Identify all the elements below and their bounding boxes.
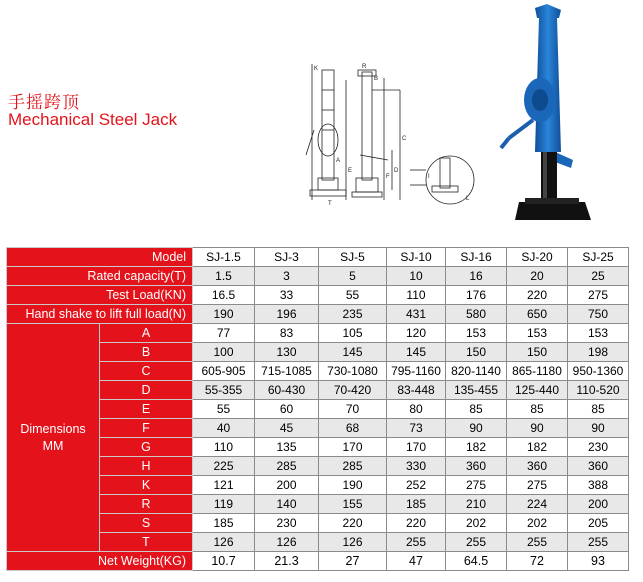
- value-cell: 865-1180: [507, 362, 568, 381]
- product-title-chinese: 手摇跨顶: [8, 93, 80, 112]
- value-cell: 135-455: [446, 381, 507, 400]
- dimension-letter: E: [100, 400, 193, 419]
- value-cell: 90: [446, 419, 507, 438]
- value-cell: 220: [507, 286, 568, 305]
- value-cell: 125-440: [507, 381, 568, 400]
- dimensions-label-line: Dimensions: [20, 421, 86, 436]
- value-cell: 650: [507, 305, 568, 324]
- value-cell: 10: [387, 267, 446, 286]
- value-cell: 185: [387, 495, 446, 514]
- value-cell: 3: [255, 267, 319, 286]
- value-cell: 70-420: [319, 381, 387, 400]
- value-cell: 130: [255, 343, 319, 362]
- dimension-letter: B: [100, 343, 193, 362]
- value-cell: 202: [446, 514, 507, 533]
- value-cell: 83: [255, 324, 319, 343]
- value-cell: 21.3: [255, 552, 319, 571]
- value-cell: 580: [446, 305, 507, 324]
- value-cell: 85: [507, 400, 568, 419]
- value-cell: 126: [193, 533, 255, 552]
- table-row: [7, 419, 629, 438]
- value-cell: 72: [507, 552, 568, 571]
- value-cell: 70: [319, 400, 387, 419]
- value-cell: 121: [193, 476, 255, 495]
- row-label: Rated capacity(T): [7, 267, 193, 286]
- value-cell: 750: [568, 305, 629, 324]
- drawing-label: F: [386, 174, 390, 180]
- value-cell: 93: [568, 552, 629, 571]
- value-cell: 224: [507, 495, 568, 514]
- value-cell: 119: [193, 495, 255, 514]
- table-row: [7, 495, 629, 514]
- value-cell: 126: [255, 533, 319, 552]
- value-cell: 182: [507, 438, 568, 457]
- value-cell: 205: [568, 514, 629, 533]
- table-row: [7, 438, 629, 457]
- value-cell: 210: [446, 495, 507, 514]
- value-cell: 1.5: [193, 267, 255, 286]
- table-row: [7, 533, 629, 552]
- value-cell: 200: [568, 495, 629, 514]
- table-row: [7, 343, 629, 362]
- dimension-letter: G: [100, 438, 193, 457]
- table-row: [7, 476, 629, 495]
- table-row: [7, 324, 629, 343]
- value-cell: 285: [319, 457, 387, 476]
- value-cell: 275: [446, 476, 507, 495]
- drawing-label: C: [402, 136, 407, 142]
- value-cell: 110: [387, 286, 446, 305]
- dimension-drawing: [300, 60, 485, 210]
- product-title-english: Mechanical Steel Jack: [8, 110, 178, 129]
- value-cell: 730-1080: [319, 362, 387, 381]
- value-cell: 90: [507, 419, 568, 438]
- value-cell: 196: [255, 305, 319, 324]
- value-cell: 715-1085: [255, 362, 319, 381]
- value-cell: 182: [446, 438, 507, 457]
- table-row: [7, 305, 629, 324]
- value-cell: 200: [255, 476, 319, 495]
- dimension-letter: C: [100, 362, 193, 381]
- drawing-label: K: [314, 66, 319, 72]
- value-cell: 110-520: [568, 381, 629, 400]
- value-cell: 950-1360: [568, 362, 629, 381]
- value-cell: 220: [319, 514, 387, 533]
- value-cell: 90: [568, 419, 629, 438]
- value-cell: 275: [568, 286, 629, 305]
- value-cell: 64.5: [446, 552, 507, 571]
- model-cell: SJ-16: [446, 248, 507, 267]
- drawing-label: A: [336, 158, 341, 164]
- value-cell: 820-1140: [446, 362, 507, 381]
- dimension-letter: A: [100, 324, 193, 343]
- drawing-label: B: [374, 76, 379, 82]
- value-cell: 230: [568, 438, 629, 457]
- specification-table: [6, 247, 629, 571]
- value-cell: 60-430: [255, 381, 319, 400]
- value-cell: 275: [507, 476, 568, 495]
- table-row: [7, 267, 629, 286]
- value-cell: 55: [319, 286, 387, 305]
- value-cell: 255: [446, 533, 507, 552]
- value-cell: 153: [507, 324, 568, 343]
- value-cell: 120: [387, 324, 446, 343]
- value-cell: 135: [255, 438, 319, 457]
- value-cell: 68: [319, 419, 387, 438]
- value-cell: 360: [446, 457, 507, 476]
- value-cell: 80: [387, 400, 446, 419]
- value-cell: 33: [255, 286, 319, 305]
- dimension-letter: F: [100, 419, 193, 438]
- dimension-letter: S: [100, 514, 193, 533]
- value-cell: 153: [446, 324, 507, 343]
- value-cell: 185: [193, 514, 255, 533]
- value-cell: 170: [319, 438, 387, 457]
- model-header: Model: [7, 248, 193, 267]
- value-cell: 25: [568, 267, 629, 286]
- drawing-label: T: [328, 201, 332, 207]
- value-cell: 176: [446, 286, 507, 305]
- model-cell: SJ-20: [507, 248, 568, 267]
- value-cell: 795-1160: [387, 362, 446, 381]
- dimension-letter: D: [100, 381, 193, 400]
- steel-jack-photo: [495, 2, 605, 227]
- value-cell: 40: [193, 419, 255, 438]
- value-cell: 155: [319, 495, 387, 514]
- value-cell: 225: [193, 457, 255, 476]
- value-cell: 153: [568, 324, 629, 343]
- value-cell: 190: [193, 305, 255, 324]
- value-cell: 150: [446, 343, 507, 362]
- value-cell: 55-355: [193, 381, 255, 400]
- row-label: Test Load(KN): [7, 286, 193, 305]
- value-cell: 255: [507, 533, 568, 552]
- value-cell: 85: [446, 400, 507, 419]
- model-cell: SJ-10: [387, 248, 446, 267]
- drawing-label: L: [466, 196, 470, 202]
- value-cell: 360: [568, 457, 629, 476]
- table-row: [7, 457, 629, 476]
- value-cell: 255: [568, 533, 629, 552]
- value-cell: 73: [387, 419, 446, 438]
- value-cell: 255: [387, 533, 446, 552]
- dimension-letter: H: [100, 457, 193, 476]
- value-cell: 198: [568, 343, 629, 362]
- value-cell: 388: [568, 476, 629, 495]
- value-cell: 235: [319, 305, 387, 324]
- value-cell: 105: [319, 324, 387, 343]
- value-cell: 145: [319, 343, 387, 362]
- model-cell: SJ-1.5: [193, 248, 255, 267]
- row-label: Hand shake to lift full load(N): [7, 305, 193, 324]
- value-cell: 360: [507, 457, 568, 476]
- value-cell: 20: [507, 267, 568, 286]
- value-cell: 145: [387, 343, 446, 362]
- table-row: [7, 286, 629, 305]
- value-cell: 45: [255, 419, 319, 438]
- value-cell: 605-905: [193, 362, 255, 381]
- net-weight-label: Net Weight(KG): [7, 552, 193, 571]
- value-cell: 27: [319, 552, 387, 571]
- value-cell: 47: [387, 552, 446, 571]
- value-cell: 126: [319, 533, 387, 552]
- dimension-letter: T: [100, 533, 193, 552]
- dimensions-unit-line: MM: [42, 438, 64, 453]
- value-cell: 190: [319, 476, 387, 495]
- drawing-label: E: [348, 168, 353, 174]
- dimension-letter: K: [100, 476, 193, 495]
- value-cell: 230: [255, 514, 319, 533]
- model-cell: SJ-25: [568, 248, 629, 267]
- value-cell: 330: [387, 457, 446, 476]
- drawing-label: R: [362, 64, 367, 70]
- table-row: [7, 552, 629, 571]
- value-cell: 16: [446, 267, 507, 286]
- value-cell: 60: [255, 400, 319, 419]
- drawing-label: I: [428, 174, 430, 180]
- value-cell: 431: [387, 305, 446, 324]
- value-cell: 252: [387, 476, 446, 495]
- value-cell: 16.5: [193, 286, 255, 305]
- value-cell: 220: [387, 514, 446, 533]
- table-row: [7, 381, 629, 400]
- value-cell: 202: [507, 514, 568, 533]
- model-cell: SJ-5: [319, 248, 387, 267]
- value-cell: 110: [193, 438, 255, 457]
- model-cell: SJ-3: [255, 248, 319, 267]
- value-cell: 285: [255, 457, 319, 476]
- value-cell: 83-448: [387, 381, 446, 400]
- table-row: [7, 362, 629, 381]
- table-row: [7, 248, 629, 267]
- value-cell: 10.7: [193, 552, 255, 571]
- value-cell: 85: [568, 400, 629, 419]
- drawing-label: D: [394, 168, 399, 174]
- value-cell: 140: [255, 495, 319, 514]
- value-cell: 5: [319, 267, 387, 286]
- value-cell: 77: [193, 324, 255, 343]
- table-row: [7, 514, 629, 533]
- dimensions-label: [7, 324, 100, 552]
- value-cell: 55: [193, 400, 255, 419]
- value-cell: 150: [507, 343, 568, 362]
- table-row: [7, 400, 629, 419]
- value-cell: 100: [193, 343, 255, 362]
- dimension-letter: R: [100, 495, 193, 514]
- value-cell: 170: [387, 438, 446, 457]
